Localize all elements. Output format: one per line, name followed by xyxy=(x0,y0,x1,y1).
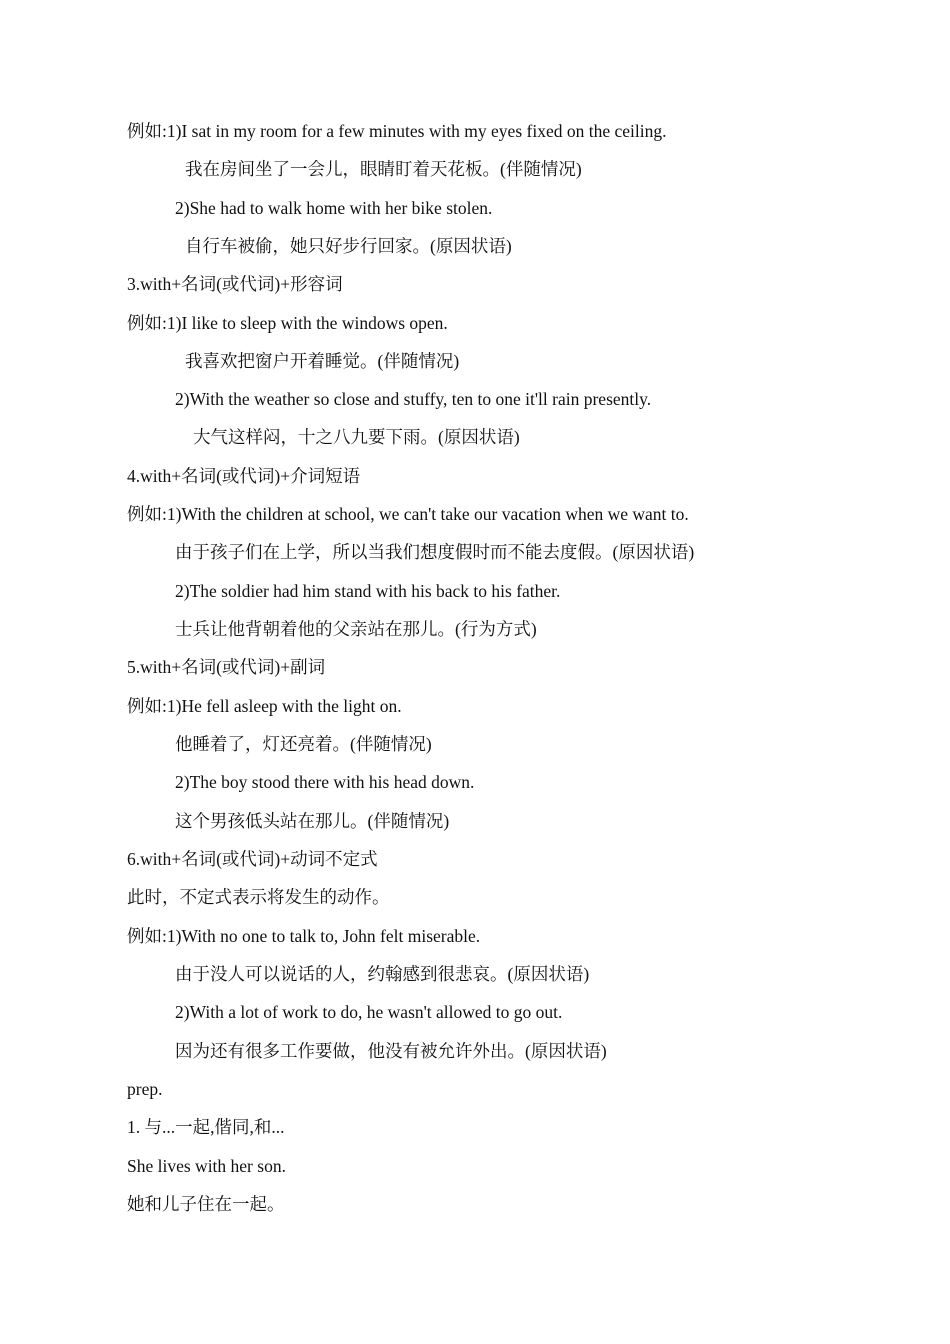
sense-1-definition: 1. 与...一起,偕同,和... xyxy=(127,1117,285,1137)
example-5-2-zh: 这个男孩低头站在那儿。(伴随情况) xyxy=(175,811,450,831)
example-1-1-en: 例如:1)I sat in my room for a few minutes with my eyes fixed on the ceiling. xyxy=(127,121,667,141)
example-4-1-en: 例如:1)With the children at school, we can't take our vacation when we want to. xyxy=(127,504,689,524)
example-1-2-en: 2)She had to walk home with her bike stolen. xyxy=(175,198,493,218)
section-5-heading: 5.with+名词(或代词)+副词 xyxy=(127,657,326,677)
example-6-2-en: 2)With a lot of work to do, he wasn't allowed to go out. xyxy=(175,1002,563,1022)
sense-1-example-zh: 她和儿子住在一起。 xyxy=(127,1194,285,1214)
example-6-1-zh: 由于没人可以说话的人，约翰感到很悲哀。(原因状语) xyxy=(175,964,590,984)
example-3-1-zh: 我喜欢把窗户开着睡觉。(伴随情况) xyxy=(185,351,460,371)
example-3-2-en: 2)With the weather so close and stuffy, ten to one it'll rain presently. xyxy=(175,389,652,409)
section-6-heading: 6.with+名词(或代词)+动词不定式 xyxy=(127,849,378,869)
example-6-1-en: 例如:1)With no one to talk to, John felt miserable. xyxy=(127,926,481,946)
section-4-heading: 4.with+名词(或代词)+介词短语 xyxy=(127,466,361,486)
example-3-2-zh: 大气这样闷，十之八九要下雨。(原因状语) xyxy=(193,427,520,447)
part-of-speech-label: prep. xyxy=(127,1079,163,1099)
section-3-heading: 3.with+名词(或代词)+形容词 xyxy=(127,274,343,294)
example-1-2-zh: 自行车被偷，她只好步行回家。(原因状语) xyxy=(185,236,512,256)
example-5-1-en: 例如:1)He fell asleep with the light on. xyxy=(127,696,402,716)
sense-1-example-en: She lives with her son. xyxy=(127,1156,286,1176)
example-3-1-en: 例如:1)I like to sleep with the windows open. xyxy=(127,313,448,333)
section-6-note: 此时，不定式表示将发生的动作。 xyxy=(127,887,390,907)
example-4-1-zh: 由于孩子们在上学，所以当我们想度假时而不能去度假。(原因状语) xyxy=(175,542,695,562)
example-4-2-zh: 士兵让他背朝着他的父亲站在那儿。(行为方式) xyxy=(175,619,537,639)
example-6-2-zh: 因为还有很多工作要做，他没有被允许外出。(原因状语) xyxy=(175,1041,607,1061)
example-5-2-en: 2)The boy stood there with his head down. xyxy=(175,772,475,792)
example-4-2-en: 2)The soldier had him stand with his back to his father. xyxy=(175,581,561,601)
example-1-1-zh: 我在房间坐了一会儿，眼睛盯着天花板。(伴随情况) xyxy=(185,159,582,179)
example-5-1-zh: 他睡着了，灯还亮着。(伴随情况) xyxy=(175,734,432,754)
